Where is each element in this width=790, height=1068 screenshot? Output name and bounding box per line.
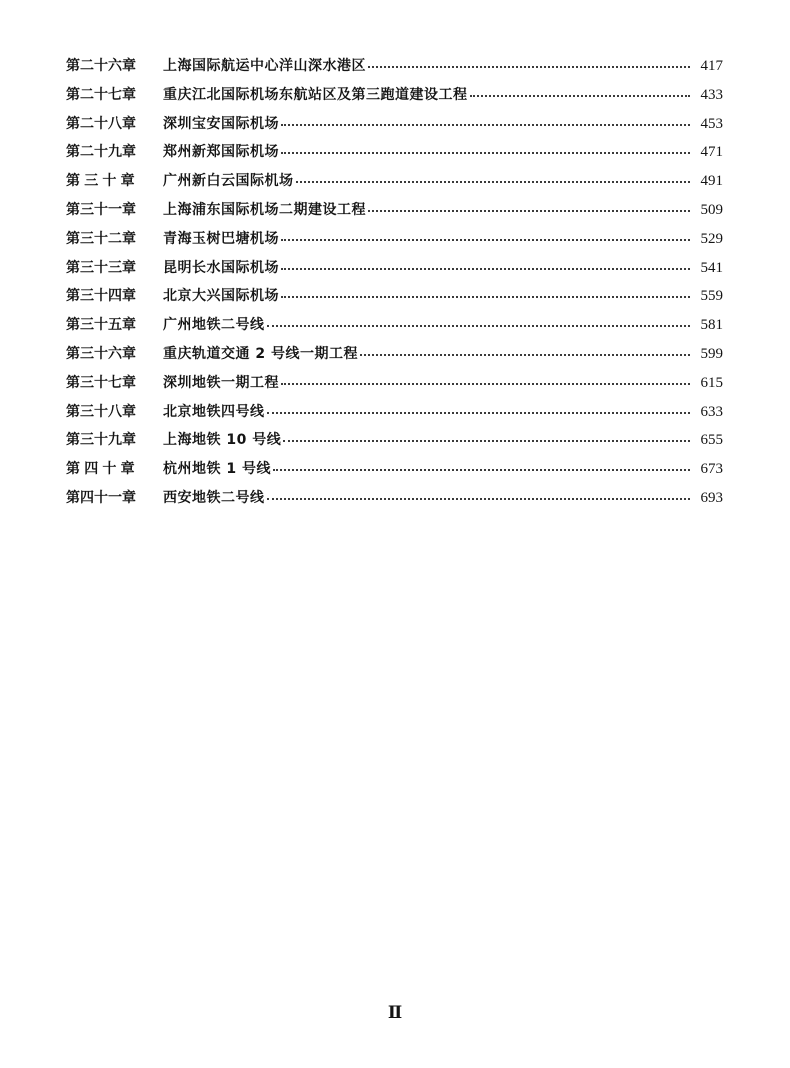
chapter-number: 第四十章 [66, 461, 139, 478]
dot-leader [470, 85, 691, 99]
toc-entry[interactable] [66, 458, 723, 487]
chapter-title: 上海浦东国际机场二期建设工程 [163, 201, 366, 218]
chapter-title: 郑州新郑国际机场 [163, 144, 279, 161]
page-number: 655 [700, 432, 723, 449]
dot-leader [296, 171, 691, 185]
chapter-title: 杭州地铁 1 号线 [163, 461, 271, 478]
chapter-title: 昆明长水国际机场 [163, 259, 279, 276]
page-number: 559 [700, 288, 723, 305]
chapter-number: 第三十六章 [66, 345, 136, 362]
page-number: 615 [700, 374, 723, 391]
dot-leader [273, 459, 690, 473]
dot-leader [368, 200, 690, 214]
dot-leader [281, 373, 690, 387]
chapter-number: 第三十章 [66, 173, 139, 190]
chapter-title: 上海国际航运中心洋山深水港区 [163, 58, 366, 74]
toc-entry[interactable] [66, 199, 723, 228]
page-number: 509 [700, 201, 723, 218]
page-number: 433 [700, 86, 723, 103]
chapter-title: 深圳地铁一期工程 [163, 374, 279, 391]
chapter-number: 第二十七章 [66, 86, 136, 103]
chapter-title: 重庆江北国际机场东航站区及第三跑道建设工程 [163, 86, 468, 103]
chapter-number: 第三十四章 [66, 288, 136, 305]
toc-entry[interactable] [66, 429, 723, 458]
toc-entry[interactable] [66, 401, 723, 430]
chapter-number: 第三十九章 [66, 432, 136, 449]
page-number: 633 [700, 403, 723, 420]
toc-entry[interactable] [66, 372, 723, 401]
chapter-title: 深圳宝安国际机场 [163, 115, 279, 132]
chapter-number: 第三十七章 [66, 374, 136, 391]
dot-leader [267, 315, 691, 329]
toc-entry[interactable] [66, 170, 723, 199]
chapter-number: 第三十八章 [66, 403, 136, 420]
dot-leader [281, 114, 690, 128]
chapter-title: 上海地铁 10 号线 [163, 432, 282, 449]
chapter-title: 重庆轨道交通 2 号线一期工程 [163, 345, 358, 362]
dot-leader [281, 229, 690, 243]
page-number: 673 [700, 461, 723, 478]
dot-leader [281, 258, 690, 272]
page-number: 417 [700, 58, 723, 74]
chapter-number: 第三十二章 [66, 230, 136, 247]
page-number: 541 [700, 259, 723, 276]
toc-entry[interactable] [66, 55, 723, 84]
toc-entry[interactable] [66, 84, 723, 113]
page-folio: Ⅱ [387, 1003, 403, 1022]
table-of-contents [66, 55, 723, 516]
chapter-title: 北京大兴国际机场 [163, 288, 279, 305]
toc-entry[interactable] [66, 141, 723, 170]
toc-entry[interactable] [66, 314, 723, 343]
page-number: 471 [700, 144, 723, 161]
chapter-title: 广州新白云国际机场 [163, 173, 294, 190]
dot-leader [281, 286, 690, 300]
dot-leader [267, 402, 691, 416]
chapter-number: 第三十三章 [66, 259, 136, 276]
toc-entry[interactable] [66, 257, 723, 286]
page-number: 693 [700, 489, 723, 506]
chapter-number: 第四十一章 [66, 489, 136, 506]
chapter-number: 第二十六章 [66, 58, 136, 74]
page-number: 529 [700, 230, 723, 247]
chapter-title: 青海玉树巴塘机场 [163, 230, 279, 247]
dot-leader [368, 56, 690, 70]
dot-leader [267, 488, 691, 502]
chapter-number: 第二十八章 [66, 115, 136, 132]
toc-entry[interactable] [66, 113, 723, 142]
chapter-title: 西安地铁二号线 [163, 489, 265, 506]
dot-leader [283, 430, 690, 444]
chapter-title: 广州地铁二号线 [163, 317, 265, 334]
page-number: 491 [700, 173, 723, 190]
dot-leader [360, 344, 690, 358]
chapter-number: 第三十一章 [66, 201, 136, 218]
chapter-number: 第三十五章 [66, 317, 136, 334]
page-number: 599 [700, 345, 723, 362]
dot-leader [281, 142, 690, 156]
toc-entry[interactable] [66, 343, 723, 372]
toc-entry[interactable] [66, 228, 723, 257]
toc-entry[interactable] [66, 285, 723, 314]
toc-entry[interactable] [66, 487, 723, 516]
page-number: 581 [700, 317, 723, 334]
chapter-title: 北京地铁四号线 [163, 403, 265, 420]
chapter-number: 第二十九章 [66, 144, 136, 161]
page-number: 453 [700, 115, 723, 132]
